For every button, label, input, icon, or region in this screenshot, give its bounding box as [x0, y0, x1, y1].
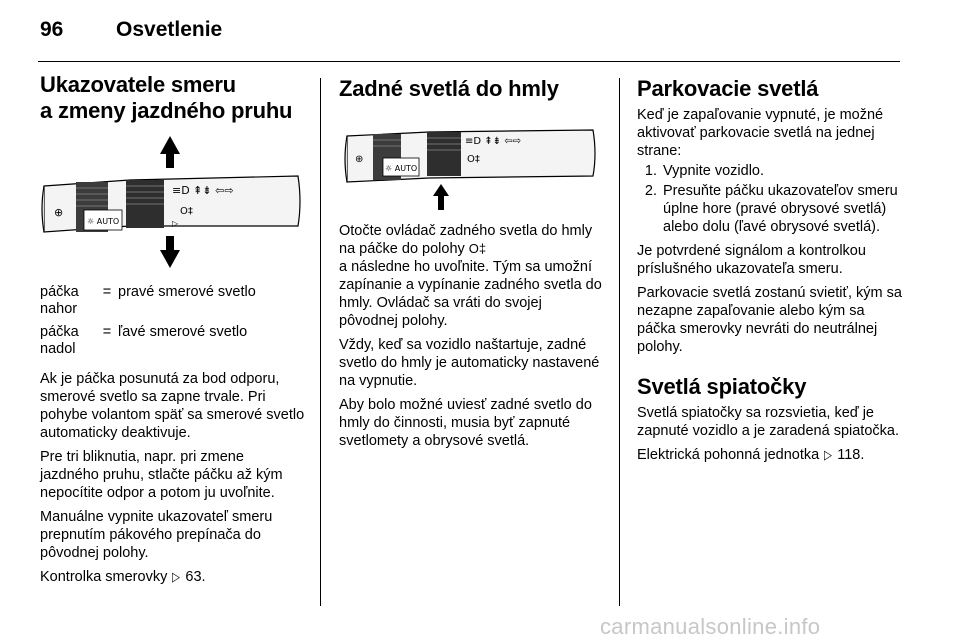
column-divider — [619, 78, 620, 606]
body-paragraph: Je potvrdené signálom a kontrolkou príslušného ukazovateľa smeru. — [637, 243, 866, 277]
svg-text:O‡: O‡ — [467, 154, 480, 165]
body-paragraph: Aby bolo možné uviesť zadné svetlo do hmly do činnosti, musia byť zapnuté svetlomety a obrysové svetlá. — [339, 397, 592, 449]
rear-fog-icon: O‡ — [468, 241, 487, 256]
svg-text:☼ AUTO: ☼ AUTO — [385, 164, 418, 173]
section-heading: Ukazovatele smeru a zmeny jazdného pruhu — [40, 72, 293, 123]
body-paragraph: Manuálne vypnite ukazovateľ smeru prepnutím pákového prepínača do pôvodnej polohy. — [40, 509, 273, 561]
body-paragraph: Pre tri bliknutia, napr. pri zmene jazdného pruhu, stlačte páčku až kým nepocítite odpor a potom ju uvoľnite. — [40, 449, 283, 501]
turn-signal-lever-illustration — [40, 134, 306, 274]
ref-arrow-icon: ▷ — [172, 569, 181, 584]
column-rear-fog — [339, 72, 603, 450]
body-paragraph: Vždy, keď sa vozidlo naštartuje, zadné svetlo do hmly je automaticky nastavené na vypnutie. — [339, 337, 600, 389]
svg-text:≡D ⇞⇟ ⇦⇨: ≡D ⇞⇟ ⇦⇨ — [465, 136, 521, 147]
definition-row: páčka nahor = pravé smerové svetlo — [40, 284, 256, 317]
cross-reference[interactable]: Kontrolka smerovky ▷ 63. — [40, 569, 206, 585]
steps-list — [637, 162, 905, 236]
page-number: 96 — [40, 18, 64, 41]
section-heading: Parkovacie svetlá — [637, 76, 819, 101]
definition-table — [40, 284, 306, 358]
watermark: carmanualsonline.info — [600, 614, 821, 639]
body-paragraph: Otočte ovládač zadného svetla do hmly na páčke do polohy O‡ a následne ho uvoľnite. Tým sa umožní zapínanie a vypínanie zadného svetla do hmly. Ovládač sa vráti do svojej pôvodnej polohy. — [339, 223, 602, 329]
page-title: Osvetlenie — [116, 18, 223, 41]
svg-text:O‡: O‡ — [180, 206, 193, 217]
svg-text:☼ AUTO: ☼ AUTO — [87, 217, 120, 226]
svg-text:▷: ▷ — [172, 219, 179, 228]
svg-text:⊕: ⊕ — [54, 206, 64, 219]
rear-fog-lever-illustration — [339, 112, 603, 212]
svg-text:⊕: ⊕ — [355, 154, 364, 165]
svg-text:≡D ⇞⇟ ⇦⇨: ≡D ⇞⇟ ⇦⇨ — [172, 184, 234, 197]
header-rule — [38, 61, 900, 62]
cross-reference[interactable]: Elektrická pohonná jednotka ▷ 118. — [637, 447, 865, 463]
column-divider — [320, 78, 321, 606]
body-paragraph: Keď je zapaľovanie vypnuté, je možné aktivovať parkovacie svetlá na jednej strane: — [637, 107, 884, 159]
column-parking-lights — [637, 72, 905, 464]
body-paragraph: Parkovacie svetlá zostanú svietiť, kým sa nezapne zapaľovanie alebo kým sa páčka smerovky nevráti do neutrálnej polohy. — [637, 285, 902, 355]
ref-arrow-icon: ▷ — [824, 447, 833, 462]
list-item: 2. Presuňte páčku ukazovateľov smeru úplne hore (pravé obrysové svetlá) alebo dolu (ľavé obrysové svetlá). — [644, 183, 898, 235]
body-paragraph: Ak je páčka posunutá za bod odporu, smerové svetlo sa zapne trvale. Pri pohybe volantom späť sa smerové svetlo automaticky deaktivuje. — [40, 371, 305, 441]
section-heading: Zadné svetlá do hmly — [339, 76, 559, 101]
section-heading: Svetlá spiatočky — [637, 374, 807, 399]
body-paragraph: Svetlá spiatočky sa rozsvietia, keď je zapnuté vozidlo a je zaradená spiatočka. — [637, 405, 899, 439]
column-turn-signals — [40, 72, 306, 586]
definition-row: páčka nadol = ľavé smerové svetlo — [40, 324, 248, 357]
list-item: 1. Vypnite vozidlo. — [644, 163, 765, 179]
